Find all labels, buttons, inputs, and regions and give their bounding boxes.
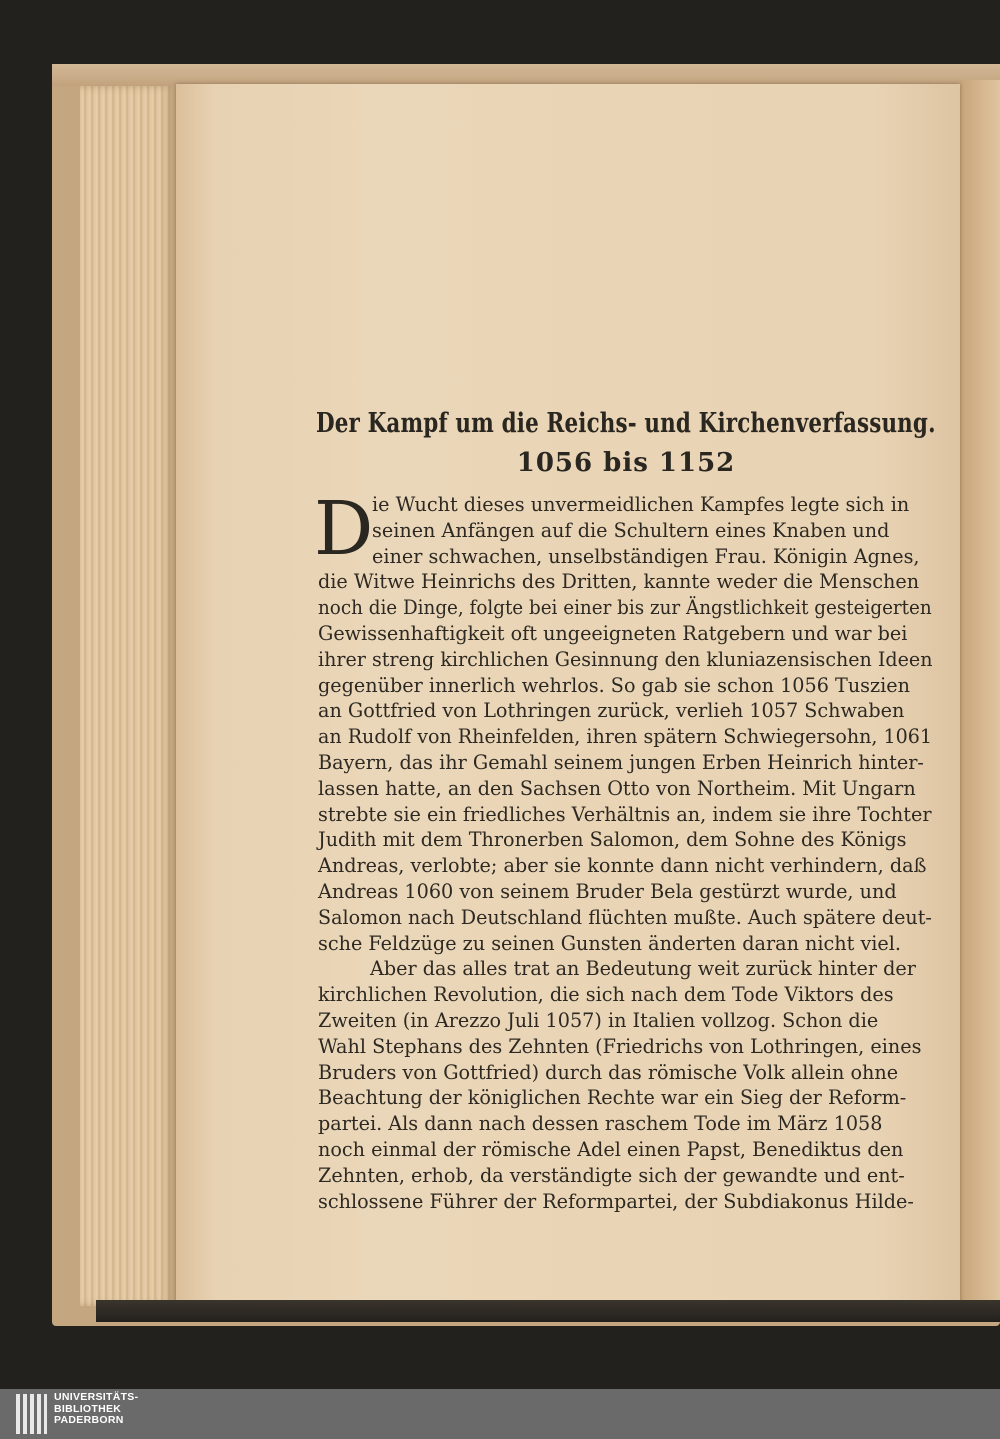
text-line: partei. Als dann nach dessen raschem Tode im März 1058 xyxy=(318,1112,883,1136)
chapter-title: Der Kampf um die Reichs- und Kirchenverfassung. xyxy=(316,408,936,439)
text-line: Andreas, verlobte; aber sie konnte dann nicht verhindern, daß xyxy=(318,854,927,878)
text-line: Beachtung der königlichen Rechte war ein Sieg der Reform- xyxy=(318,1086,907,1110)
library-logo-text xyxy=(54,1392,174,1427)
library-logo-icon xyxy=(16,1390,48,1438)
book-bottom-shadow xyxy=(96,1300,1000,1322)
text-line: ihrer streng kirchlichen Gesinnung den kluniazensischen Ideen xyxy=(318,647,933,671)
book-cover-top-edge xyxy=(52,64,1000,86)
page-stack-edges xyxy=(80,86,174,1306)
text-line: noch die Dinge, folgte bei einer bis zur Ängstlichkeit gesteigerten xyxy=(318,596,932,620)
text-line: an Gottfried von Lothringen zurück, verlieh 1057 Schwaben xyxy=(318,699,905,723)
text-line: Zweiten (in Arezzo Juli 1057) in Italien vollzog. Schon die xyxy=(318,1009,879,1032)
logo-line-3: PADERBORN xyxy=(54,1414,124,1426)
text-line: Judith mit dem Thronerben Salomon, dem Sohne des Königs xyxy=(318,828,907,852)
chapter-subtitle: 1056 bis 1152 xyxy=(516,448,736,478)
drop-cap-initial: D xyxy=(314,486,374,572)
text-line: ie Wucht dieses unvermeidlichen Kampfes legte sich in xyxy=(372,493,910,516)
text-line: kirchlichen Revolution, die sich nach dem Tode Viktors des xyxy=(318,983,894,1007)
text-line: sche Feldzüge zu seinen Gunsten änderten daran nicht viel. xyxy=(318,931,902,955)
text-line: Salomon nach Deutschland flüchten mußte. Auch spätere deut- xyxy=(318,905,932,929)
text-line: lassen hatte, an den Sachsen Otto von Northeim. Mit Ungarn xyxy=(318,776,916,800)
text-line: noch einmal der römische Adel einen Papst, Benediktus den xyxy=(318,1138,904,1161)
text-line: seinen Anfängen auf die Schultern eines Knaben und xyxy=(372,518,890,542)
text-line: Bayern, das ihr Gemahl seinem jungen Erben Heinrich hinter- xyxy=(318,751,924,774)
text-line: strebte sie ein friedliches Verhältnis an, indem sie ihre Tochter xyxy=(318,802,932,826)
text-line: Andreas 1060 von seinem Bruder Bela gestürzt wurde, und xyxy=(318,880,897,903)
text-line: Wahl Stephans des Zehnten (Friedrichs von Lothringen, eines xyxy=(318,1034,922,1058)
logo-line-1: UNIVERSITÄTS- xyxy=(54,1391,139,1403)
text-line: einer schwachen, unselbständigen Frau. Königin Agnes, xyxy=(372,544,920,568)
text-line: Zehnten, erhob, da verständigte sich der gewandte und ent- xyxy=(318,1163,905,1187)
text-line: Bruders von Gottfried) durch das römische Volk allein ohne xyxy=(318,1060,899,1084)
text-line: Gewissenhaftigkeit oft ungeeigneten Ratgebern und war bei xyxy=(318,622,908,645)
text-line: Aber das alles trat an Bedeutung weit zurück hinter der xyxy=(370,957,916,981)
text-line: die Witwe Heinrichs des Dritten, kannte weder die Menschen xyxy=(318,570,920,594)
text-line: an Rudolf von Rheinfelden, ihren spätern Schwiegersohn, 1061 xyxy=(318,725,933,749)
next-page-edge xyxy=(960,80,1000,1310)
text-line: gegenüber innerlich wehrlos. So gab sie schon 1056 Tuszien xyxy=(318,673,910,697)
text-line: schlossene Führer der Reformpartei, der Subdiakonus Hilde- xyxy=(318,1189,914,1213)
logo-line-2: BIBLIOTHEK xyxy=(54,1402,122,1415)
